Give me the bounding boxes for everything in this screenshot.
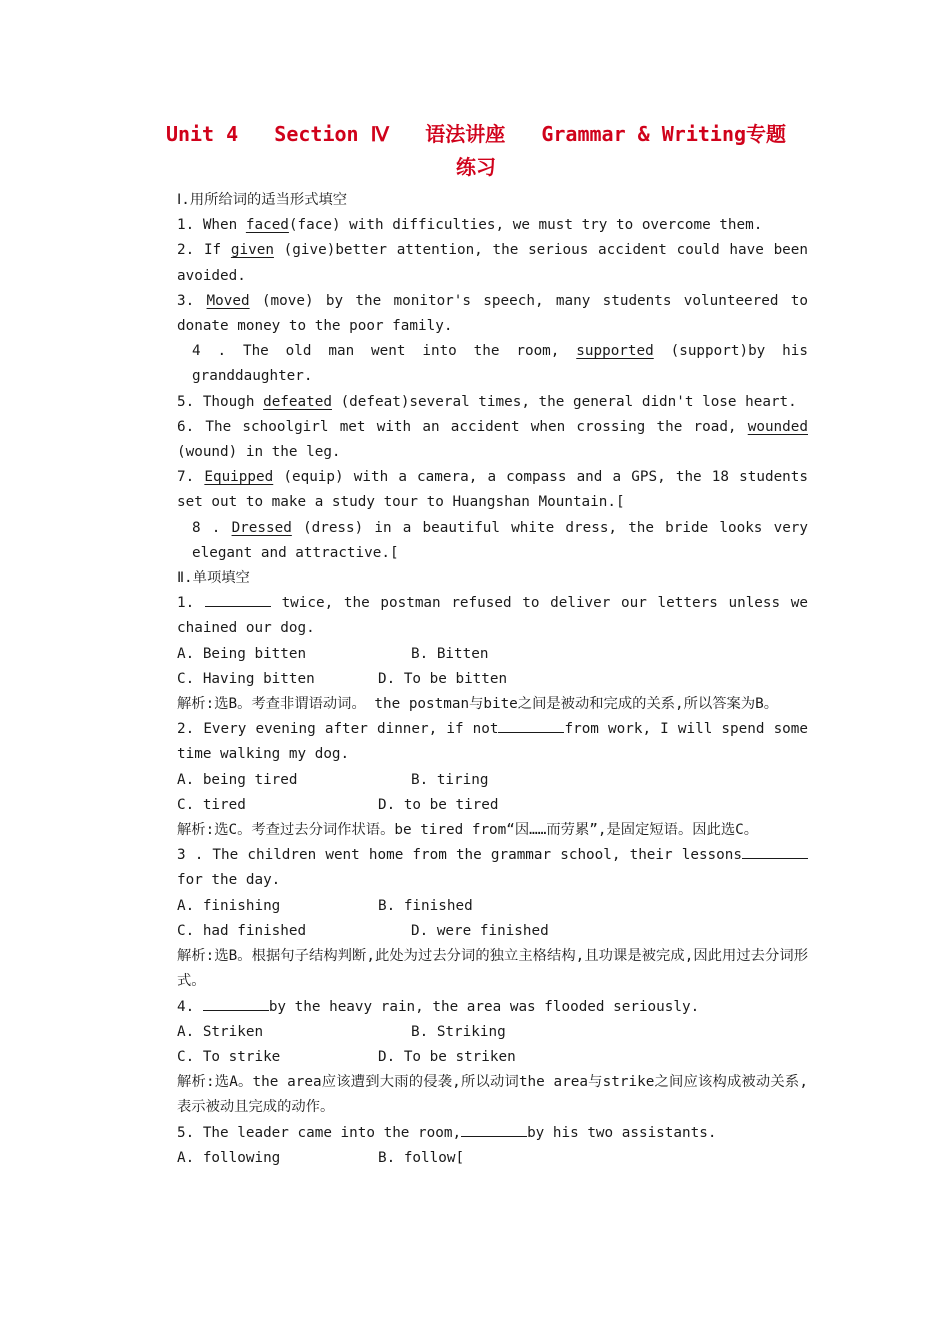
- question-1: 1. twice, the postman refused to deliver our letters unless we chained our dog.: [144, 591, 808, 641]
- question-4-explanation: 解析:选A。the area应该遭到大雨的侵袭,所以动词the area与strike之间应该构成被动关系,表示被动且完成的动作。: [177, 1074, 808, 1116]
- document-page: [144, 118, 808, 1171]
- question-2-explanation: 解析:选C。考查过去分词作状语。be tired from“因……而劳累”,是固定短语。因此选C。: [177, 822, 759, 839]
- title-line-2: 练习: [456, 155, 496, 179]
- option-d: D. to be tired: [378, 796, 499, 813]
- part1-item-7: 7. Equipped (equip) with a camera, a compass and a GPS, the 18 students set out to make a study tour to Huangshan Mountain.[: [177, 469, 808, 511]
- option-b: B. Striking: [411, 1023, 506, 1040]
- option-a: A. being tired: [177, 771, 298, 788]
- part1-item-2: 2. If given (give)better attention, the serious accident could have been avoided.: [177, 242, 808, 284]
- answer: Dressed: [231, 519, 292, 536]
- option-b: B. follow[: [378, 1149, 465, 1166]
- question-1-options-ab: [144, 642, 808, 667]
- option-a: A. following: [177, 1149, 281, 1166]
- option-b: B. tiring: [411, 771, 489, 788]
- question-3-explanation: 解析:选B。根据句子结构判断,此处为过去分词的独立主格结构,且功课是被完成,因此用过去分词形式。: [177, 948, 808, 990]
- answer-blank: [203, 996, 269, 1011]
- question-1-explanation: 解析:选B。考查非谓语动词。 the postman与bite之间是被动和完成的关系,所以答案为B。: [177, 696, 779, 713]
- option-b: B. Bitten: [411, 645, 489, 662]
- question-4-options-ab: [144, 1020, 808, 1045]
- answer: faced: [245, 217, 289, 234]
- title-line-1: Unit 4 Section Ⅳ 语法讲座 Grammar & Writing专题: [165, 122, 787, 146]
- option-d: D. were finished: [411, 922, 549, 939]
- option-c: C. To strike: [177, 1048, 281, 1065]
- question-3-options-cd: [144, 919, 808, 944]
- answer-blank: [498, 718, 564, 733]
- option-a: A. Striken: [177, 1023, 264, 1040]
- question-1-options-cd: [144, 667, 808, 692]
- option-c: C. tired: [177, 796, 246, 813]
- document-title: [144, 118, 808, 184]
- answer-blank: [742, 844, 808, 859]
- answer: Equipped: [204, 469, 274, 486]
- option-a: A. finishing: [177, 897, 281, 914]
- question-5: 5. The leader came into the room, by his two assistants.: [144, 1121, 808, 1146]
- question-3-options-ab: [144, 894, 808, 919]
- answer: supported: [576, 343, 654, 360]
- option-c: C. Having bitten: [177, 670, 315, 687]
- part1-item-5: 5. Though defeated (defeat)several times, the general didn't lose heart.: [177, 393, 797, 410]
- part1-item-3: 3. Moved (move) by the monitor's speech, many students volunteered to donate money to the poor family.: [177, 292, 809, 335]
- question-3: 3 . The children went home from the grammar school, their lessonsfor the day.: [144, 843, 808, 893]
- question-2-options-cd: [144, 793, 808, 818]
- question-2: 2. Every evening after dinner, if not from work, I will spend some time walking my dog.: [144, 717, 808, 767]
- question-2-options-ab: [144, 768, 808, 793]
- answer: defeated: [263, 393, 332, 410]
- answer: Moved: [206, 292, 250, 309]
- question-5-options-ab: [144, 1146, 808, 1171]
- answer-blank: [461, 1122, 527, 1137]
- part1-heading: Ⅰ.用所给词的适当形式填空: [177, 192, 348, 208]
- part2-heading: Ⅱ.单项填空: [177, 570, 250, 587]
- option-d: D. To be bitten: [378, 670, 508, 687]
- option-a: A. Being bitten: [177, 645, 307, 662]
- part1-item-1: 1. When faced(face) with difficulties, we must try to overcome them.: [177, 217, 763, 234]
- part1-item-4: 4 . The old man went into the room, supported (support)by his granddaughter.: [192, 343, 808, 385]
- answer-blank: [205, 592, 271, 607]
- question-4-options-cd: [144, 1045, 808, 1070]
- part1-item-8: 8 . Dressed (dress) in a beautiful white dress, the bride looks very elegant and attractive.[: [192, 519, 809, 561]
- answer: wounded: [747, 418, 808, 435]
- option-b: B. finished: [378, 897, 473, 914]
- question-4: 4. by the heavy rain, the area was flooded seriously.: [144, 995, 808, 1020]
- answer: given: [230, 242, 274, 259]
- part1-item-6: 6. The schoolgirl met with an accident when crossing the road, wounded (wound) in the leg.: [177, 418, 808, 461]
- option-c: C. had finished: [177, 922, 307, 939]
- option-d: D. To be striken: [378, 1048, 516, 1065]
